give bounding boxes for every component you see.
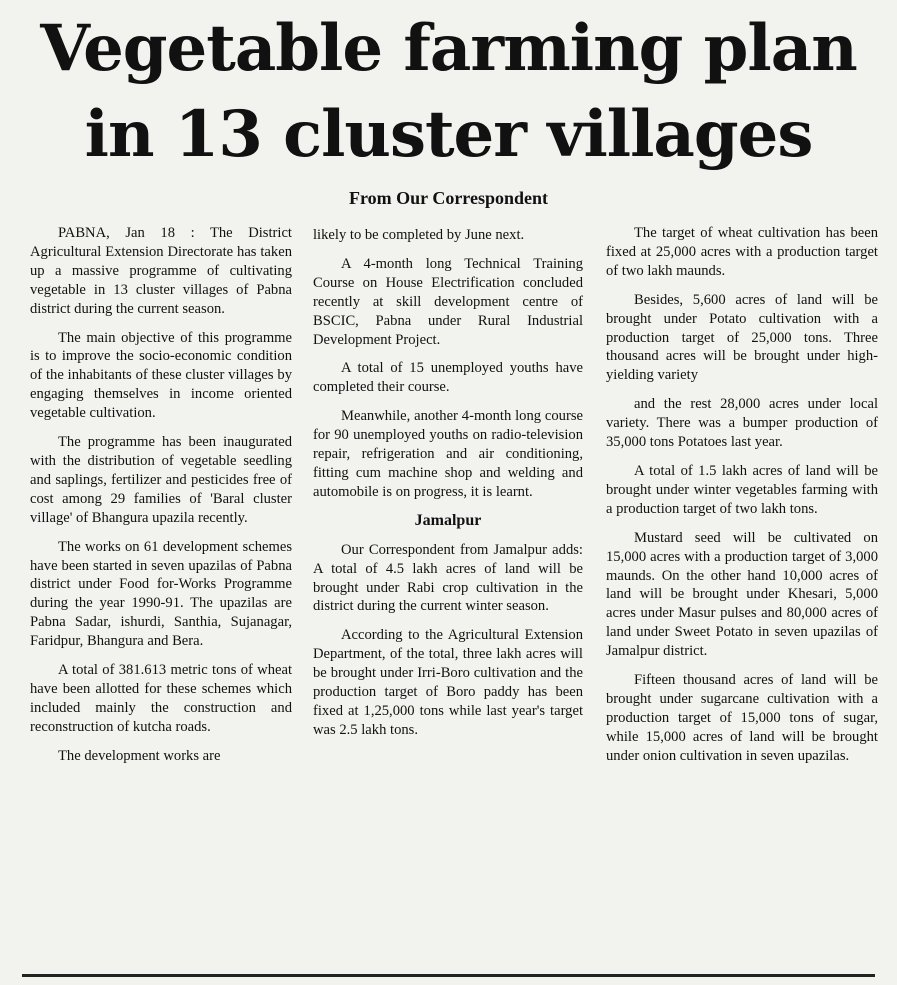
paragraph: A total of 15 unemployed youths have completed their course. — [313, 360, 583, 396]
paragraph: Mustard seed will be cultivated on 15,000 acres with a production target of 3,000 maunds. On the other hand 10,000 acres of land will be brought under Khesari, 5,000 acres under Masur pulses and 80,000 acres of land under Sweet Potato in seven upazilas of Jamalpur district. — [606, 529, 878, 660]
paragraph: Besides, 5,600 acres of land will be brought under Potato cultivation with a production target of 25,000 tons. Three thousand acres will be brought under high-yielding variety — [606, 291, 878, 384]
paragraph: The development works are — [58, 747, 221, 764]
headline-line-1: Vegetable farming plan — [40, 11, 857, 86]
headline — [0, 6, 897, 178]
paragraph: The programme has been inaugurated with the distribution of vegetable seedling and saplings, fertilizer and pesticides free of cost among 29 families of 'Baral cluster village' of Bhangura upazila recently. — [30, 434, 292, 526]
paragraph: The works on 61 development schemes have been started in seven upazilas of Pabna district under Food for-Works Programme during the year 1990-91. The upazilas are Pabna Sadar, ishurdi, Santhia, Sujanagar, Faridpur, Bhangura and Bera. — [30, 538, 292, 650]
paragraph: According to the Agricultural Extension Department, of the total, three lakh acres will be brought under Irri-Boro cultivation and the production target of Boro paddy has been fixed at 1,25,000 tons while last year's target was 2.5 lakh tons. — [313, 627, 583, 738]
paragraph: likely to be completed by June next. — [313, 227, 525, 243]
paragraph: A total of 381.613 metric tons of wheat have been allotted for these schemes which included mainly the construction and reconstruction of kutcha roads. — [30, 662, 292, 735]
paragraph: A total of 1.5 lakh acres of land will be brought under winter vegetables farming with a production target of two lakh tons. — [606, 462, 878, 517]
paragraph: and the rest 28,000 acres under local variety. There was a bumper production of 35,000 tons Potatoes last year. — [606, 396, 878, 451]
paragraph: Fifteen thousand acres of land will be brought under sugarcane cultivation with a production target of 15,000 tons of sugar, while 15,000 acres of land will be brought under onion cultivation in seven upazilas. — [606, 672, 878, 764]
paragraph: Our Correspondent from Jamalpur adds: A total of 4.5 lakh acres of land will be brought under Rabi crop cultivation in the district during the current winter season. — [313, 541, 583, 615]
paragraph: A 4-month long Technical Training Course on House Electrification concluded recently at skill development centre of BSCIC, Pabna under Rural Industrial Development Project. — [313, 255, 583, 348]
section-subhead: Jamalpur — [414, 511, 482, 529]
paragraph: The target of wheat cultivation has been fixed at 25,000 acres with a production target of two lakh maunds. — [606, 225, 878, 279]
article-column-2 — [313, 226, 583, 750]
paragraph: Meanwhile, another 4-month long course for 90 unemployed youths on radio-television repair, refrigeration and air conditioning, fitting cum machine shop and welding and automobile is on progress, it is learnt. — [313, 408, 583, 500]
paragraph: PABNA, Jan 18 : The District Agricultural Extension Directorate has taken up a massive programme of cultivating vegetable in 13 cluster villages of Pabna district during the current season. — [30, 225, 292, 317]
article-column-1 — [30, 224, 292, 776]
paragraph: The main objective of this programme is to improve the socio-economic condition of the inhabitants of these cluster villages by engaging themselves in income oriented vegetable cultivation. — [30, 329, 292, 422]
bottom-rule — [22, 974, 875, 977]
headline-line-2: in 13 cluster villages — [84, 97, 813, 172]
article-column-3 — [606, 224, 878, 776]
byline: From Our Correspondent — [348, 188, 548, 208]
